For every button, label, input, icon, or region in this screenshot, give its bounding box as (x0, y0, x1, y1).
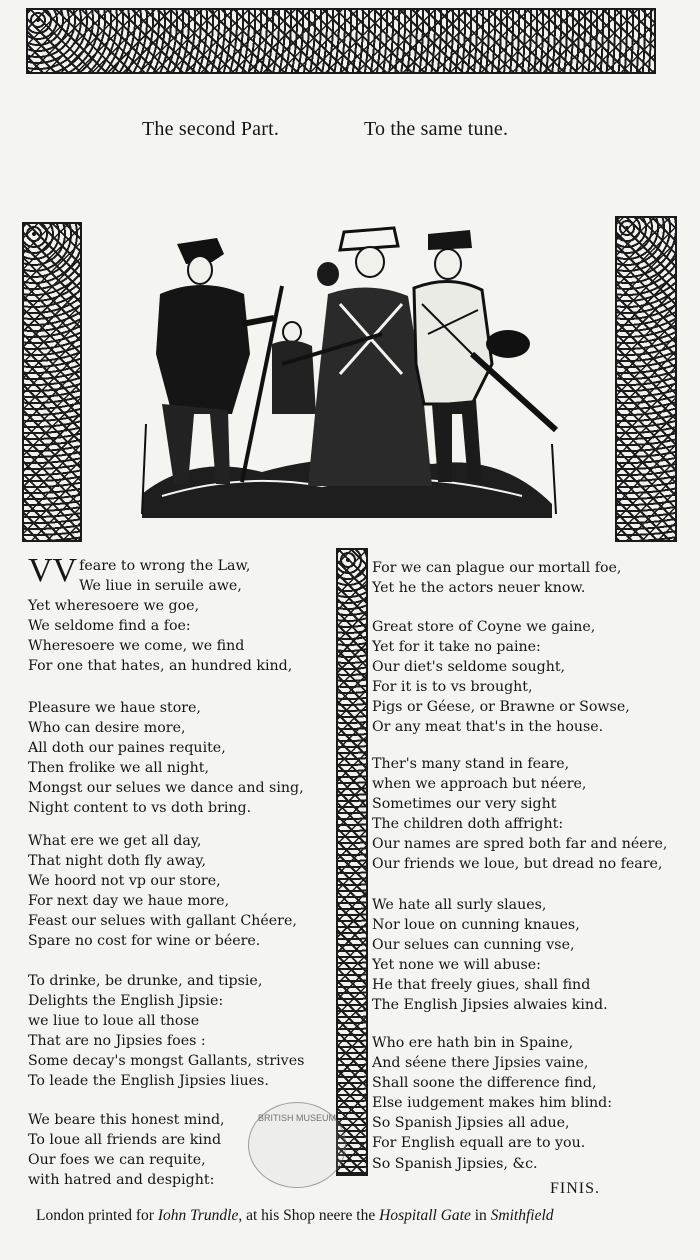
verse-line: Yet wheresoere we goe, (28, 598, 200, 615)
verse-line: We seldome find a foe: (28, 618, 191, 635)
verse-line: Ther's many stand in feare, (372, 756, 570, 772)
verse-line: So Spanish Jipsies all adue, (372, 1115, 570, 1132)
verse-line: Shall soone the difference find, (372, 1075, 597, 1092)
verse-line: The children doth affright: (372, 816, 564, 833)
verse-line: So Spanish Jipsies, &c. (372, 1155, 538, 1172)
imprint-printer-name: Iohn Trundle (157, 1207, 239, 1224)
verse-line: He that freely giues, shall find (372, 977, 591, 994)
verse-line: For one that hates, an hundred kind, (28, 658, 293, 675)
woodcut-illustration (132, 214, 562, 526)
imprint-part1: London printed for (36, 1207, 158, 1224)
verse-line: feare to wrong the Law, (79, 558, 251, 574)
stanza-right-3 (372, 754, 667, 875)
verse-line: Feast our selues with gallant Chéere, (28, 913, 297, 930)
verse-line: To drinke, be drunke, and tipsie, (28, 973, 263, 989)
verse-line: Our selues can cunning vse, (372, 937, 575, 954)
verse-line: Great store of Coyne we gaine, (372, 619, 596, 635)
verse-line: Pleasure we haue store, (28, 700, 201, 716)
verse-line: We beare this honest mind, (28, 1112, 225, 1128)
verse-line: To leade the English Jipsies liues. (28, 1073, 269, 1090)
dropcap: VV (28, 552, 78, 589)
verse-line: All doth our paines requite, (28, 740, 226, 757)
stanza-right-1 (372, 558, 621, 598)
imprint-part3: in (470, 1207, 491, 1224)
verse-line: Yet for it take no paine: (372, 639, 541, 656)
subtitle-part: The second Part. (142, 118, 280, 140)
left-ornamental-border (22, 222, 82, 542)
verse-line: Night content to vs doth bring. (28, 800, 252, 817)
imprint-part2: , at his Shop neere the (238, 1207, 380, 1224)
verse-line: Else iudgement makes him blind: (372, 1095, 613, 1112)
verse-line: Our friends we loue, but dread no feare, (372, 856, 663, 873)
stanza-left-3 (28, 831, 297, 952)
verse-line: That are no Jipsies foes : (28, 1033, 206, 1050)
verse-line: when we approach but néere, (372, 776, 587, 793)
verse-line: Spare no cost for wine or béere. (28, 933, 261, 950)
stanza-left-4 (28, 971, 304, 1092)
verse-line: For English equall are to you. (372, 1135, 586, 1152)
verse-line: That night doth fly away, (28, 853, 207, 870)
center-ornamental-divider (336, 548, 368, 1176)
stanza-right-4 (372, 895, 608, 1016)
verse-line: Then frolike we all night, (28, 760, 209, 777)
verse-line: For it is to vs brought, (372, 679, 533, 696)
stanza-left-2 (28, 698, 304, 819)
stamp-text: BRITISH MUSEUM (257, 1113, 336, 1123)
verse-line: Nor loue on cunning knaues, (372, 917, 580, 934)
verse-line: We hoord not vp our store, (28, 873, 221, 890)
finis-mark: FINIS. (550, 1180, 601, 1197)
verse-line: with hatred and despight: (28, 1172, 215, 1189)
verse-line: Pigs or Géese, or Brawne or Sowse, (372, 699, 630, 716)
verse-line: Or any meat that's in the house. (372, 719, 604, 736)
verse-line: Mongst our selues we dance and sing, (28, 780, 304, 797)
verse-line: Yet none we will abuse: (372, 957, 541, 974)
stanza-left-1 (28, 552, 293, 677)
verse-line: Delights the English Jipsie: (28, 993, 224, 1010)
verse-line: For we can plague our mortall foe, (372, 560, 622, 576)
right-ornamental-border (615, 216, 677, 542)
verse-line: Some decay's mongst Gallants, strives (28, 1053, 305, 1070)
verse-line: Our names are spred both far and néere, (372, 836, 668, 853)
verse-line: Our foes we can requite, (28, 1152, 206, 1169)
imprint-town: Smithfield (490, 1207, 554, 1224)
imprint-place: Hospitall Gate (379, 1207, 471, 1224)
verse-line: Our diet's seldome sought, (372, 659, 566, 676)
printer-imprint (36, 1207, 554, 1225)
verse-line: Sometimes our very sight (372, 796, 557, 813)
top-ornamental-border (26, 8, 656, 74)
verse-line: And séene there Jipsies vaine, (372, 1055, 589, 1072)
verse-line: We liue in seruile awe, (79, 578, 242, 595)
verse-line: We hate all surly slaues, (372, 897, 547, 913)
verse-line: Who can desire more, (28, 720, 186, 737)
verse-line: Yet he the actors neuer know. (372, 580, 586, 597)
stanza-left-5 (28, 1110, 225, 1190)
verse-line: What ere we get all day, (28, 833, 202, 849)
stanza-right-5 (372, 1033, 612, 1174)
subtitle-tune: To the same tune. (364, 118, 509, 140)
museum-stamp (248, 1102, 346, 1188)
verse-line: Who ere hath bin in Spaine, (372, 1035, 574, 1051)
verse-line: we liue to loue all those (28, 1013, 200, 1030)
stanza-right-2 (372, 617, 630, 738)
verse-line: The English Jipsies alwaies kind. (372, 997, 608, 1014)
verse-line: Wheresoere we come, we find (28, 638, 245, 655)
verse-line: For next day we haue more, (28, 893, 230, 910)
verse-line: To loue all friends are kind (28, 1132, 222, 1149)
